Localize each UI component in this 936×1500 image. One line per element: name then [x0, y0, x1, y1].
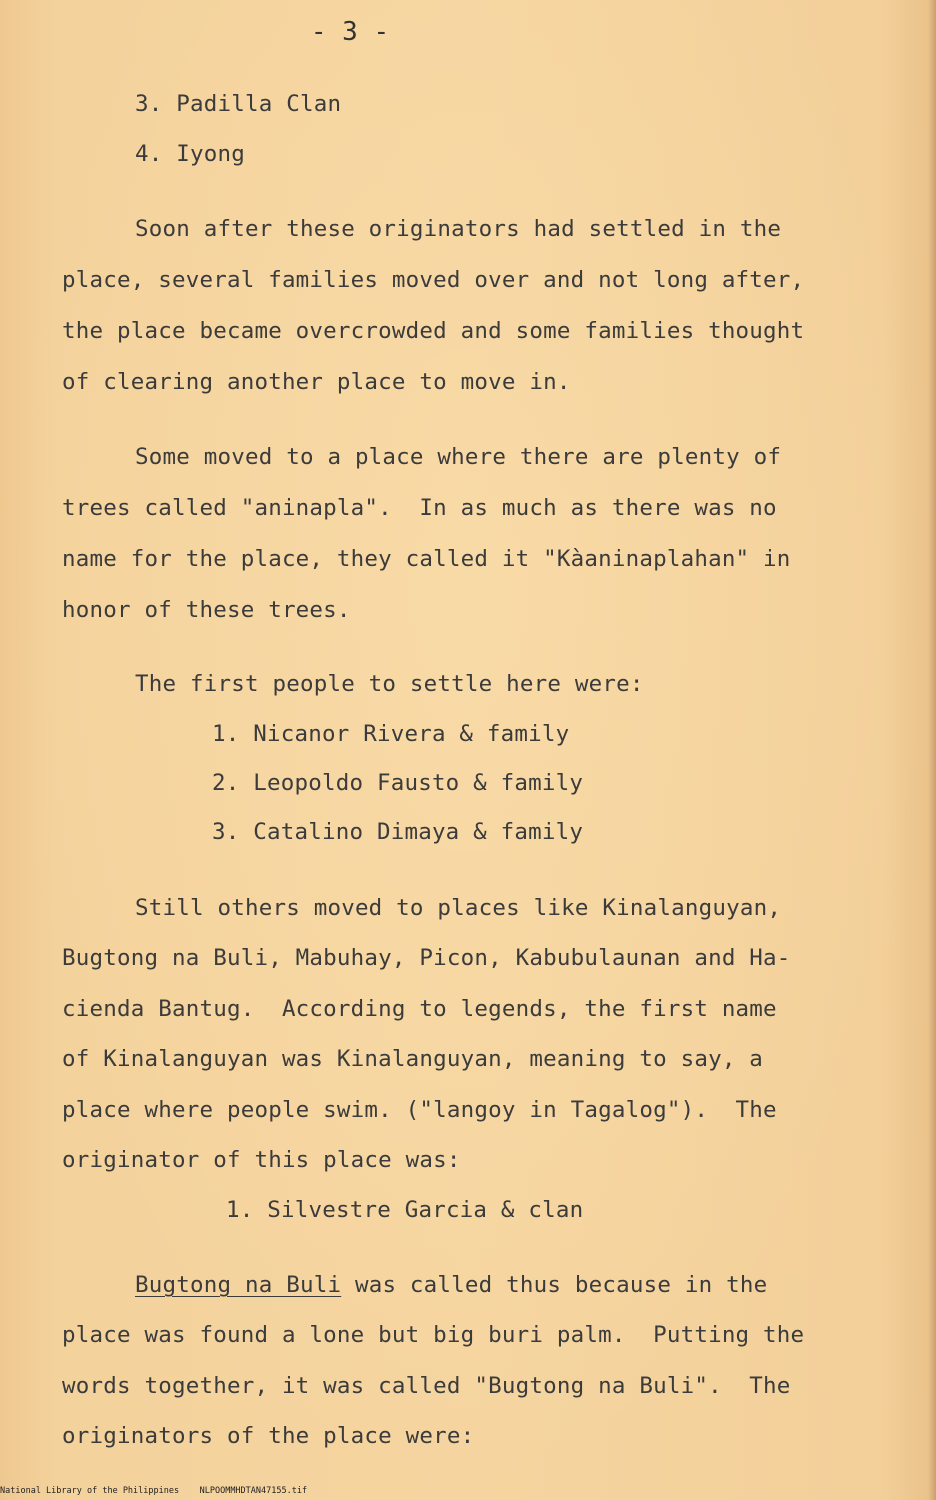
paragraph-line: Soon after these originators had settled in the [135, 216, 782, 242]
paragraph-line [135, 1271, 767, 1299]
paragraph-line: words together, it was called "Bugtong na Buli". The [62, 1373, 791, 1399]
scan-footer [0, 1486, 307, 1497]
paragraph-line: of Kinalanguyan was Kinalanguyan, meaning to say, a [62, 1046, 764, 1072]
paragraph-line: name for the place, they called it "Kàaninaplahan" in [62, 546, 791, 572]
list-item: 1. Silvestre Garcia & clan [226, 1197, 584, 1223]
paragraph-line: place where people swim. ("langoy in Tagalog"). The [62, 1097, 777, 1123]
footer-file: NLPOOMMHDTAN47155.tif [199, 1486, 308, 1496]
list-item: 3. Catalino Dimaya & family [212, 819, 584, 845]
paragraph-line: the place became overcrowded and some families thought [62, 318, 805, 344]
footer-library: National Library of the Philippines [0, 1486, 180, 1496]
list-item: 1. Nicanor Rivera & family [212, 721, 570, 747]
paragraph-line: Still others moved to places like Kinalanguyan, [135, 895, 782, 921]
list-item: 3. Padilla Clan [135, 91, 342, 117]
paragraph-line: originator of this place was: [62, 1147, 461, 1173]
paragraph-line: Some moved to a place where there are plenty of [135, 444, 782, 470]
list-item: 4. Iyong [135, 141, 245, 167]
paragraph-line: The first people to settle here were: [135, 671, 644, 697]
paragraph-line: cienda Bantug. According to legends, the first name [62, 996, 777, 1022]
paragraph-line: Bugtong na Buli, Mabuhay, Picon, Kabubulaunan and Ha- [62, 945, 791, 971]
paragraph-line: originators of the place were: [62, 1423, 475, 1449]
page-edge-shadow [928, 0, 936, 1500]
list-item: 2. Leopoldo Fausto & family [212, 770, 584, 796]
page-number: - 3 - [310, 17, 390, 47]
paragraph-line: honor of these trees. [62, 597, 351, 623]
paragraph-line: of clearing another place to move in. [62, 369, 571, 395]
underlined-place-name: Bugtong na Buli [135, 1272, 342, 1298]
paragraph-line-rest: was called thus because in the [341, 1272, 768, 1298]
paragraph-line: trees called "aninapla". In as much as there was no [62, 495, 777, 521]
paragraph-line: place was found a lone but big buri palm. Putting the [62, 1322, 805, 1348]
paragraph-line: place, several families moved over and not long after, [62, 267, 805, 293]
